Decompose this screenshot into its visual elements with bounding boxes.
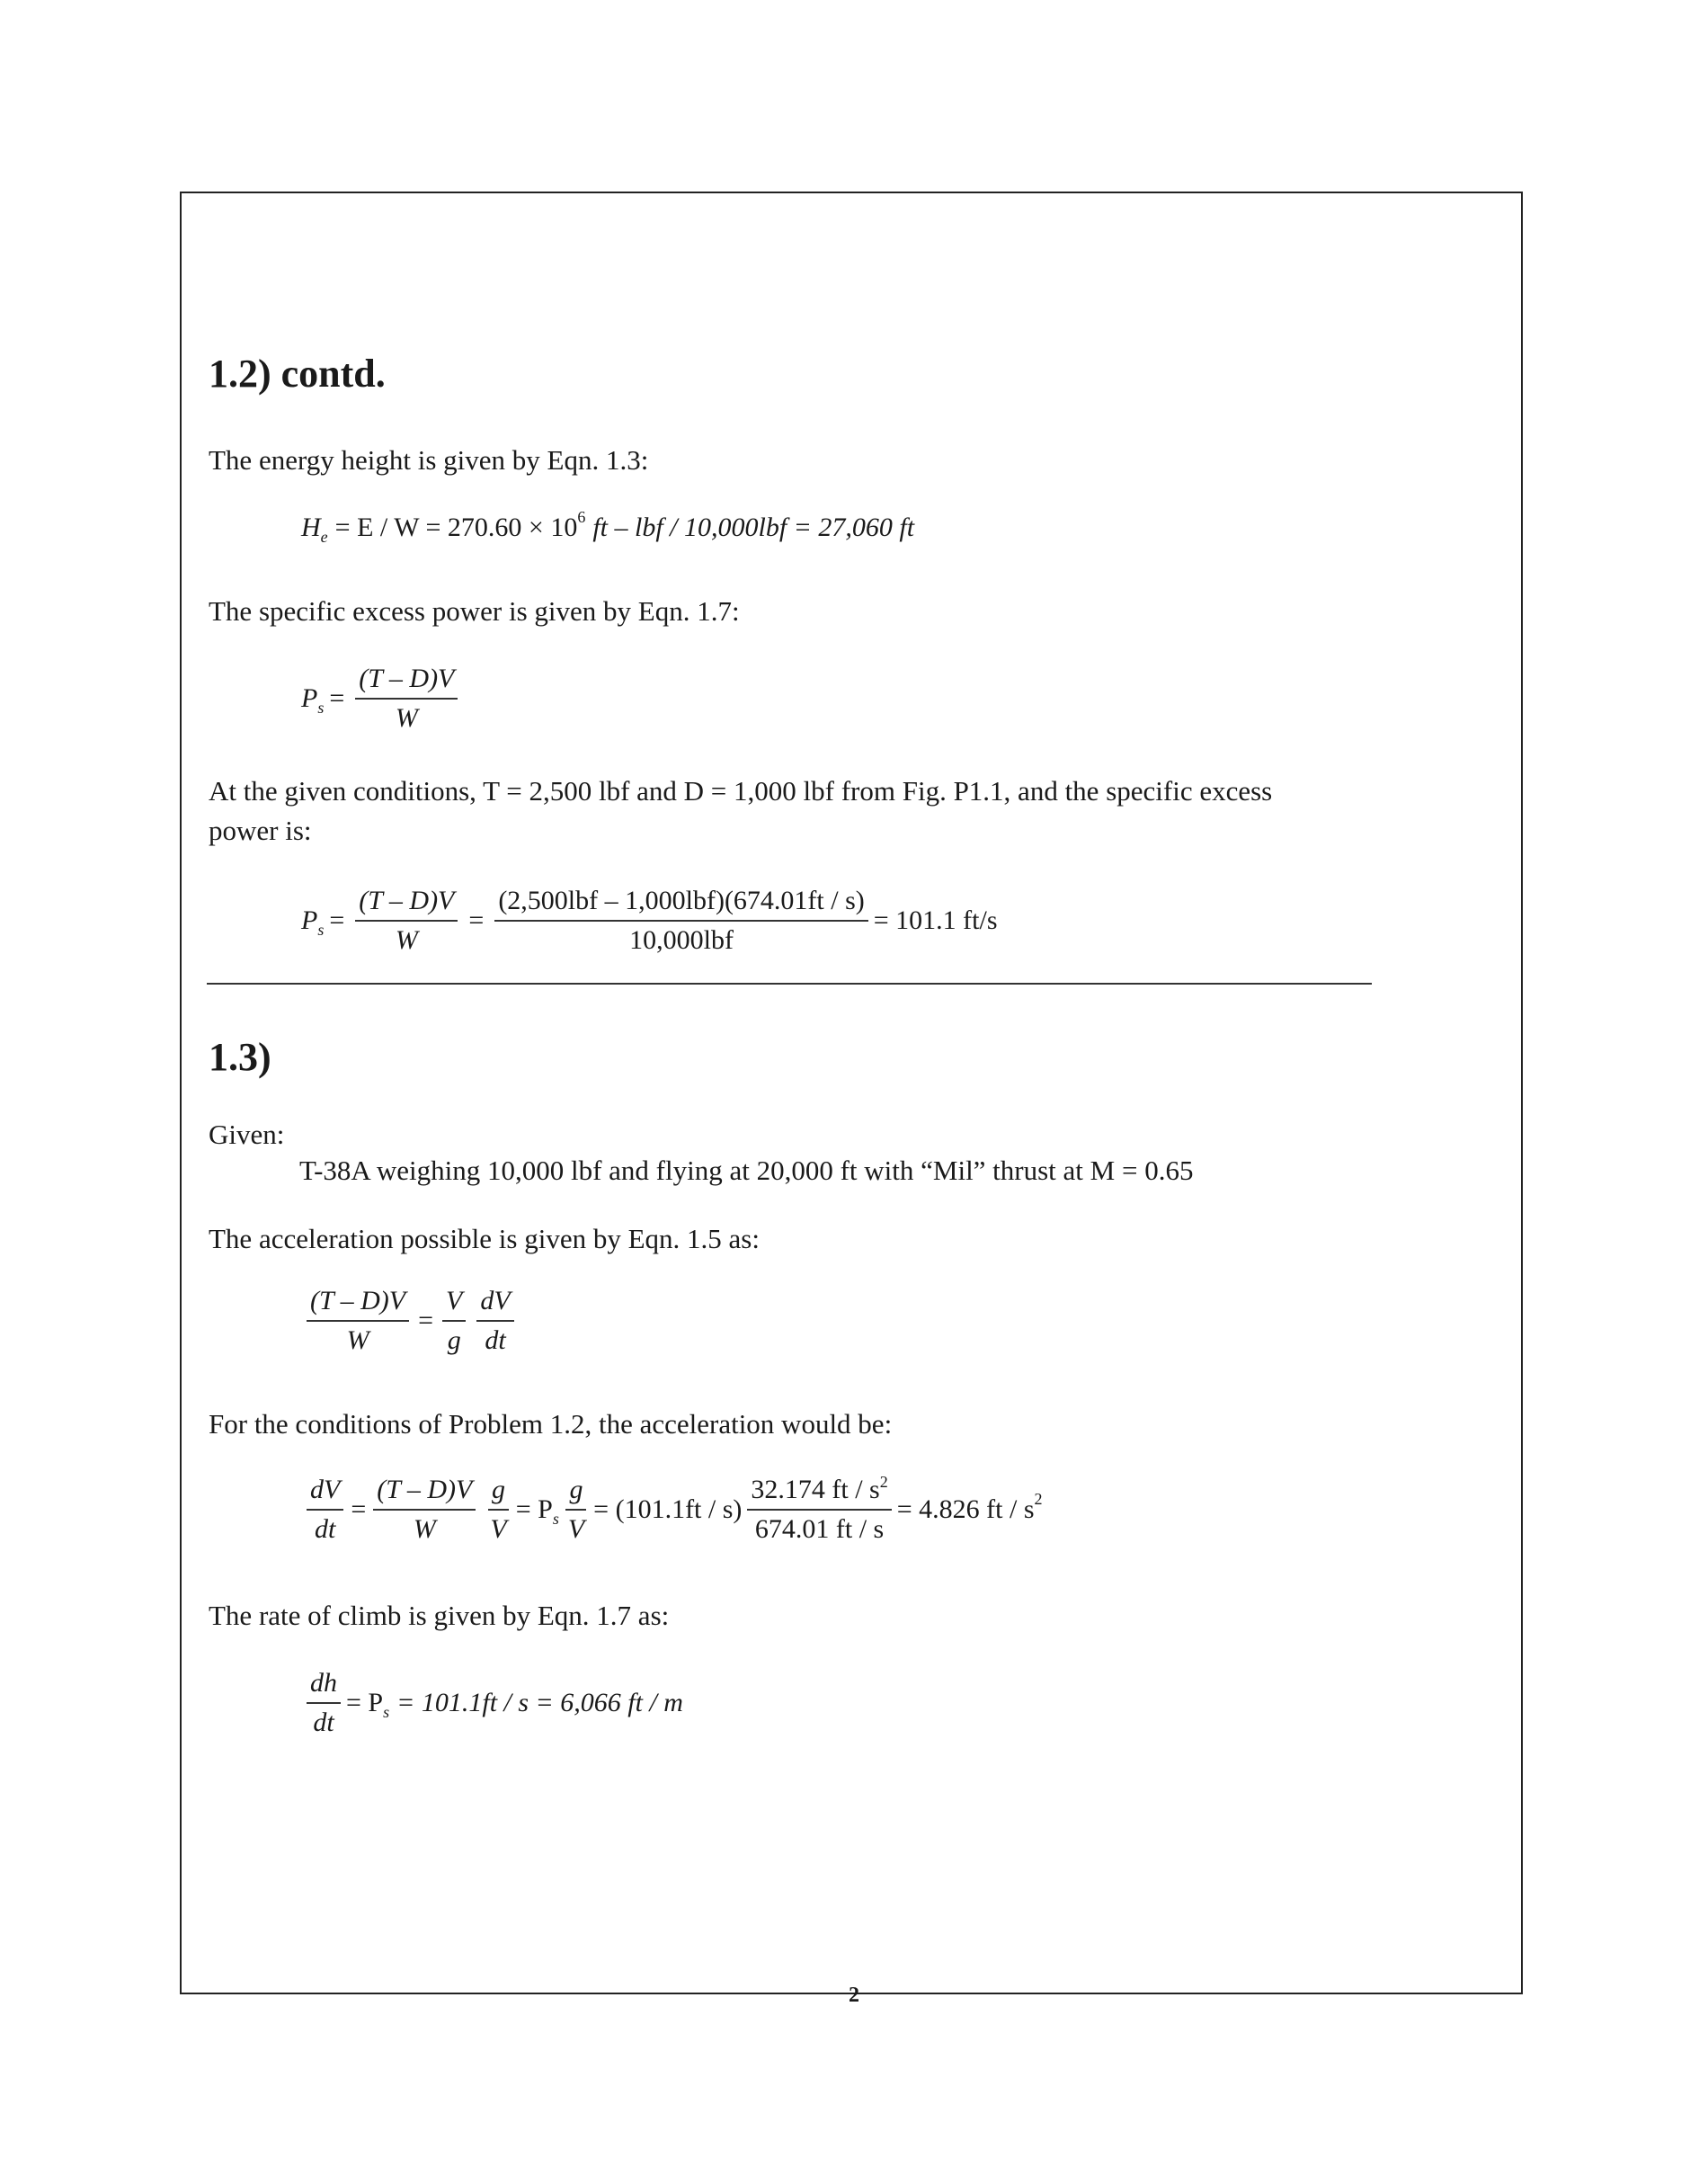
eq-energy-lhs: H — [301, 513, 321, 542]
energy-intro-text: The energy height is given by Eqn. 1.3: — [209, 444, 649, 476]
eq-ps-lhs: P — [301, 683, 318, 713]
eq-accel-num-2: V — [442, 1286, 466, 1322]
eq-ps-numerator: (T – D)V — [355, 664, 458, 700]
eq-av-n5: 32.174 ft / s — [751, 1475, 880, 1504]
eq-ps-fraction — [355, 664, 458, 734]
eq-av-fraction-3 — [486, 1475, 510, 1545]
eq-av-n5-sup: 2 — [879, 1473, 888, 1491]
eq-av-mid-sub: s — [552, 1509, 559, 1528]
eq-av-n1: dV — [307, 1475, 343, 1511]
eq-climb-rest: = 101.1ft / s = 6,066 ft / m — [396, 1688, 683, 1717]
eq-climb-num: dh — [307, 1668, 341, 1704]
eq-av-mid: = P — [515, 1494, 553, 1524]
page-number: 2 — [849, 1984, 859, 2007]
eq-ps-denominator: W — [395, 703, 418, 733]
eq-ps-lhs-sub: s — [317, 698, 325, 717]
conditions-line-1: At the given conditions, T = 2,500 lbf and D = 1,000 lbf from Fig. P1.1, and the specific excess — [209, 775, 1273, 807]
eq-av-result-sup: 2 — [1034, 1489, 1043, 1508]
eq-av-result: = 4.826 ft / s — [896, 1494, 1035, 1524]
given-text: T-38A weighing 10,000 lbf and flying at 20,000 ft with “Mil” thrust at M = 0.65 — [299, 1155, 1194, 1186]
eq-av-fraction-4 — [565, 1475, 588, 1545]
eq-psv-result: = 101.1 ft/s — [873, 905, 998, 935]
eq-av-d3: V — [490, 1514, 507, 1544]
eq-psv-num-1: (T – D)V — [355, 886, 458, 922]
eq-climb-den: dt — [313, 1708, 334, 1737]
section-divider — [207, 983, 1372, 985]
eq-psv-fraction-1 — [355, 886, 458, 956]
eq-climb-mid-sub: s — [383, 1702, 390, 1721]
acceleration-conditions-intro: For the conditions of Problem 1.2, the acceleration would be: — [209, 1408, 893, 1440]
eq-energy-exp: 6 — [577, 507, 586, 526]
equation-rate-of-climb — [301, 1668, 683, 1738]
eq-psv-den-2: 10,000lbf — [629, 925, 734, 955]
equation-acceleration: $\frac{(T - D)V}{W}$ = $\frac{V}{g}$ $\frac{dV}{dt}$ — [301, 1286, 520, 1356]
climb-intro-text: The rate of climb is given by Eqn. 1.7 as: — [209, 1600, 670, 1631]
section-heading-1-3: 1.3) — [209, 1035, 271, 1079]
eq-accel-num-3: dV — [476, 1286, 513, 1322]
conditions-line-2: power is: — [209, 815, 312, 846]
eq-energy-body-b: ft – lbf / 10,000lbf = 27,060 ft — [592, 513, 915, 542]
section-heading-1-2: 1.2) contd. — [209, 352, 386, 396]
eq-psv-lhs: P — [301, 905, 318, 935]
eq-psv-lhs-sub: s — [317, 920, 325, 939]
eq-av-d4: V — [567, 1514, 585, 1544]
eq-av-mid2: = (101.1ft / s) — [593, 1494, 743, 1524]
eq-av-n2: (T – D)V — [373, 1475, 476, 1511]
eq-accel-den-2: g — [447, 1325, 461, 1355]
eq-climb-fraction — [307, 1668, 341, 1738]
eq-av-n5-wrap — [747, 1475, 891, 1511]
eq-av-fraction-2 — [373, 1475, 476, 1545]
conditions-paragraph — [209, 771, 1377, 851]
eq-av-d1: dt — [314, 1514, 336, 1544]
eq-accel-den-1: W — [346, 1325, 369, 1355]
eq-av-fraction-1 — [307, 1475, 343, 1545]
eq-accel-fraction-3 — [476, 1286, 513, 1356]
eq-av-n3: g — [488, 1475, 509, 1511]
eq-psv-den-1: W — [395, 925, 418, 955]
eq-energy-lhs-sub: e — [320, 527, 328, 546]
eq-av-fraction-5 — [747, 1475, 891, 1545]
equation-specific-excess-power: P s = $\frac{(T - D)V}{W}$ — [301, 664, 463, 734]
eq-av-n4: g — [565, 1475, 586, 1511]
eq-av-d5: 674.01 ft / s — [754, 1514, 885, 1544]
eq-climb-mid: = P — [346, 1688, 384, 1717]
equation-acceleration-value: $\frac{dV}{dt}$ = $\frac{(T - D)V}{W}$ $\frac{g}{V}$ = P s $\frac{g}{V}$ = (101.1ft / s) $\frac{32.174 ft / s^2}{674.01 ft / s}$ = 4.826 ft / s 2 — [301, 1475, 1043, 1545]
acceleration-intro-text: The acceleration possible is given by Eqn. 1.5 as: — [209, 1223, 760, 1254]
eq-psv-fraction-2 — [494, 886, 867, 956]
eq-accel-fraction-1 — [307, 1286, 409, 1356]
eq-accel-num-1: (T – D)V — [307, 1286, 409, 1322]
eq-psv-num-2: (2,500lbf – 1,000lbf)(674.01ft / s) — [494, 886, 867, 922]
eq-accel-fraction-2 — [442, 1286, 466, 1356]
eq-accel-den-3: dt — [485, 1325, 506, 1355]
equation-energy-height — [301, 507, 915, 546]
equation-excess-power-value: P s = $\frac{(T - D)V}{W}$ = $\frac{\text{(2,500lbf – 1,000lbf)(674.01ft / s)}}{\text{10,000lbf}}$ = 101.1 ft/s — [301, 886, 998, 955]
eq-av-d2: W — [413, 1514, 436, 1544]
given-label: Given: — [209, 1119, 285, 1150]
excess-power-intro-text: The specific excess power is given by Eqn. 1.7: — [209, 595, 740, 627]
eq-energy-body-a: = E / W = 270.60 × 10 — [334, 513, 578, 542]
